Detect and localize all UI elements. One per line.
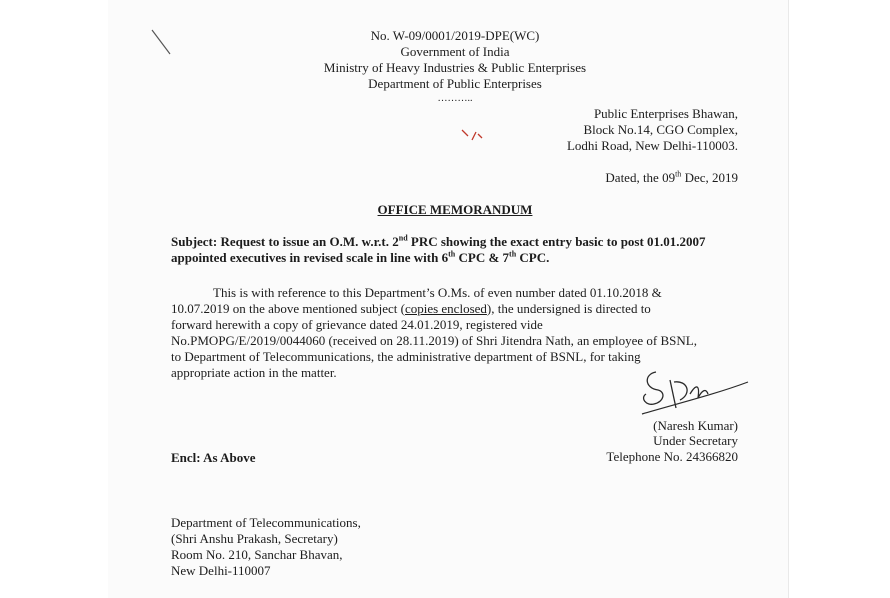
header-dots: ……….. — [437, 93, 473, 104]
memo-title: OFFICE MEMORANDUM — [377, 202, 533, 217]
subject-line-2: appointed executives in revised scale in line with 6th CPC & 7th CPC. — [171, 249, 550, 265]
signatory-telephone: Telephone No. 24366820 — [606, 449, 738, 464]
recipient-line-2: (Shri Anshu Prakash, Secretary) — [171, 531, 338, 546]
body-line-3: forward herewith a copy of grievance dated 24.01.2019, registered vide — [171, 317, 543, 332]
stray-pen-mark — [150, 28, 174, 58]
signature-scribble — [636, 364, 752, 424]
recipient-line-1: Department of Telecommunications, — [171, 515, 361, 530]
red-tick-mark — [460, 126, 484, 144]
subject-line-1: Subject: Request to issue an O.M. w.r.t. 2nd PRC showing the exact entry basic to post 01.01.2007 — [171, 233, 706, 249]
reference-number: No. W-09/0001/2019-DPE(WC) — [370, 28, 540, 43]
body-line-5: to Department of Telecommunications, the administrative department of BSNL, for taking — [171, 349, 641, 364]
recipient-line-4: New Delhi-110007 — [171, 563, 271, 578]
address-line-2: Block No.14, CGO Complex, — [583, 122, 738, 137]
ministry-line: Ministry of Heavy Industries & Public Enterprises — [323, 60, 587, 75]
date-line: Dated, the 09th Dec, 2019 — [605, 169, 738, 185]
address-line-3: Lodhi Road, New Delhi-110003. — [566, 138, 738, 153]
body-line-4: No.PMOPG/E/2019/0044060 (received on 28.11.2019) of Shri Jitendra Nath, an employee of BSNL, — [171, 333, 697, 348]
department-line: Department of Public Enterprises — [368, 76, 542, 91]
signatory-name: (Naresh Kumar) — [653, 418, 738, 433]
enclosure-note: Encl: As Above — [171, 450, 256, 465]
government-line: Government of India — [400, 44, 510, 59]
body-line-6: appropriate action in the matter. — [171, 365, 337, 380]
signatory-designation: Under Secretary — [653, 433, 738, 448]
address-line-1: Public Enterprises Bhawan, — [593, 106, 738, 121]
recipient-line-3: Room No. 210, Sanchar Bhavan, — [171, 547, 343, 562]
body-line-2: 10.07.2019 on the above mentioned subject (copies enclosed), the undersigned is directed to — [171, 301, 651, 316]
body-line-1: This is with reference to this Department’s O.Ms. of even number dated 01.10.2018 & — [213, 285, 662, 300]
